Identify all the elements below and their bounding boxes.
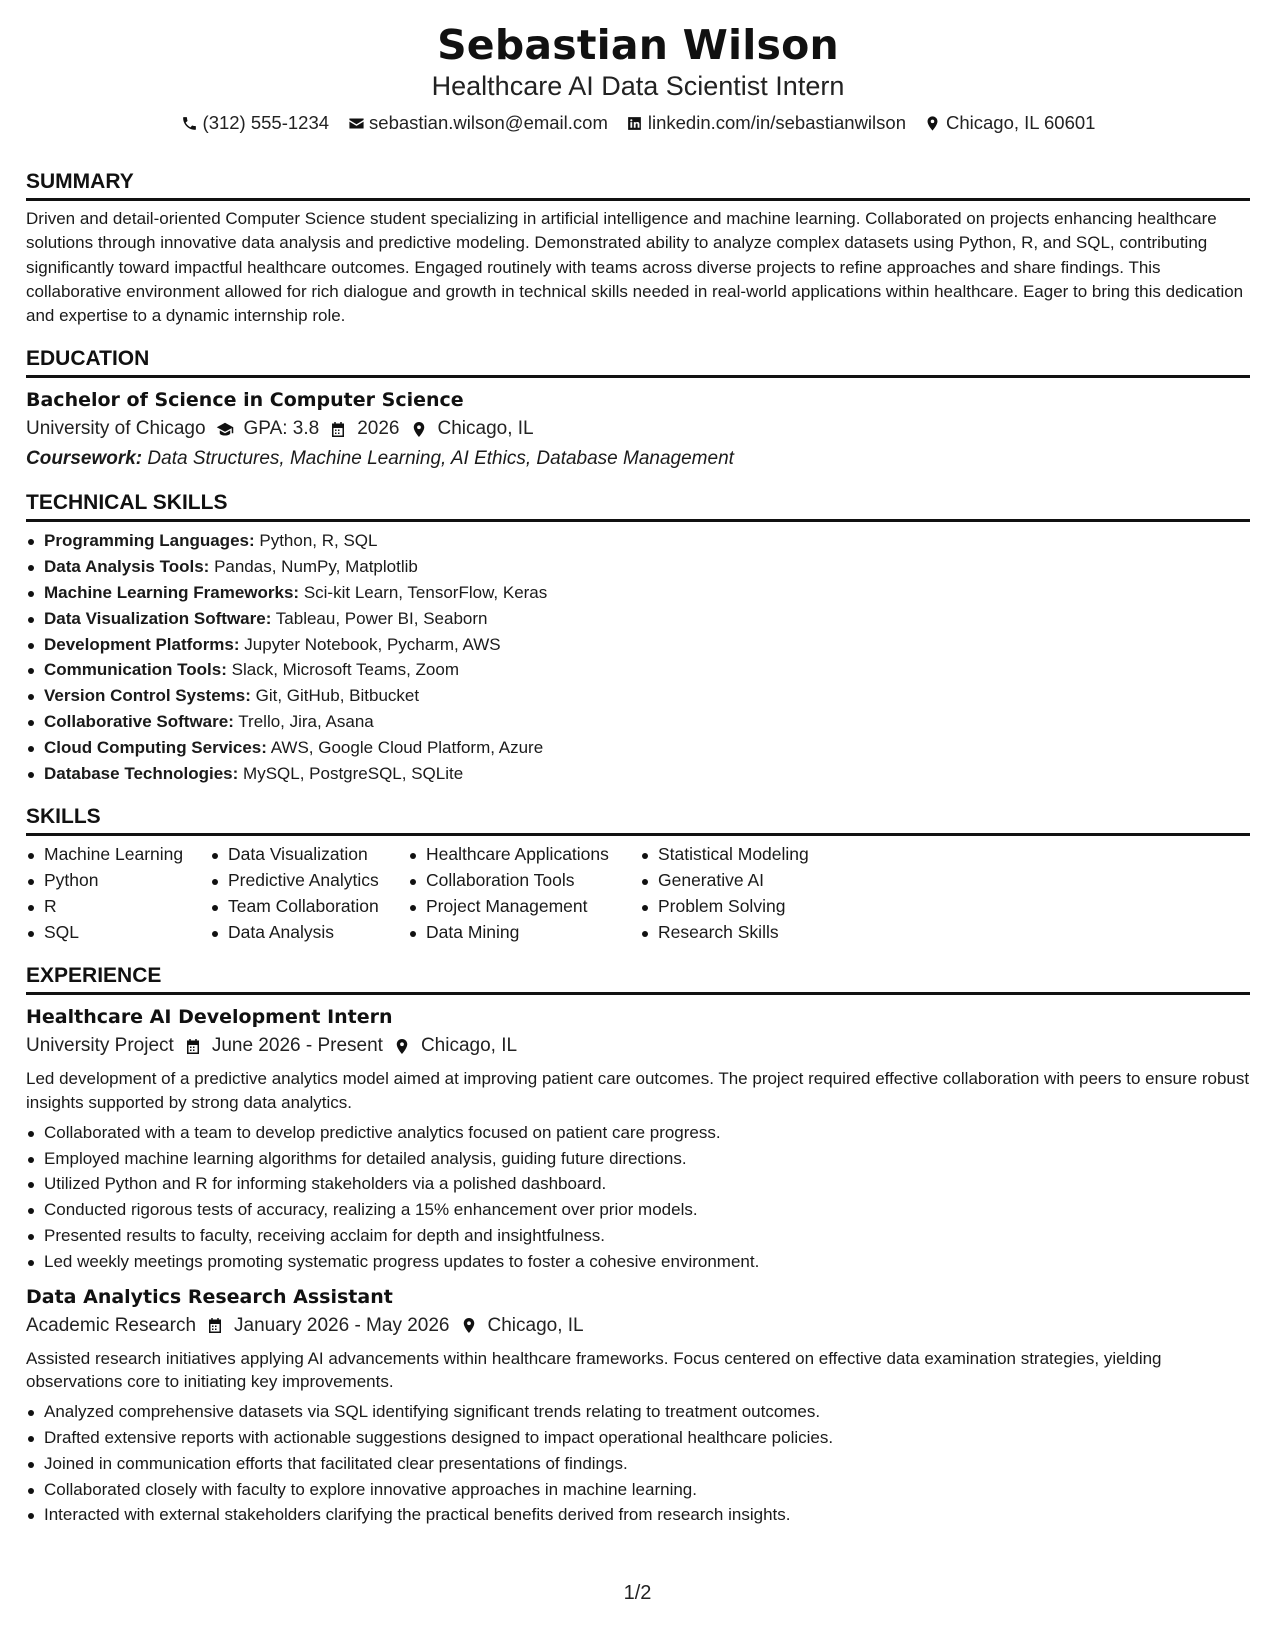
degree-title: Bachelor of Science in Computer Science (26, 389, 464, 412)
resume-page (26, 20, 1250, 1528)
skill-values: Git, GitHub, Bitbucket (255, 686, 420, 706)
list-item: Machine Learning (26, 842, 210, 868)
skill-category: Machine Learning Frameworks: (44, 583, 300, 603)
coursework-line (26, 446, 1250, 472)
skill-values: Jupyter Notebook, Pycharm, AWS (244, 634, 501, 654)
job-bullets (26, 1120, 1250, 1275)
list-item: Data Mining (408, 920, 640, 946)
calendar-icon (329, 420, 347, 438)
candidate-name: Sebastian Wilson (437, 21, 839, 69)
list-item (26, 761, 1250, 787)
education-meta (26, 416, 1250, 442)
list-item: Research Skills (640, 920, 860, 946)
skills-heading: SKILLS (26, 804, 1250, 836)
list-item: Python (26, 868, 210, 894)
contact-phone-text: (312) 555-1234 (202, 112, 330, 133)
list-item: Collaborated with a team to develop predictive analytics focused on patient care progress. (26, 1120, 1250, 1146)
gpa-text: GPA: 3.8 (243, 418, 320, 440)
list-item: Predictive Analytics (210, 868, 408, 894)
summary-heading: SUMMARY (26, 169, 1250, 201)
education-heading: EDUCATION (26, 346, 1250, 378)
summary-text: Driven and detail-oriented Computer Science student specializing in artificial intelligence and machine learning. Collaborated on projects enhancing healthcare solutions through innovative data analysis and predictive modeling. Demonstrated ability to analyze complex datasets using Python, R, and SQL, contributing significantly toward impactful healthcare outcomes. Engaged routinely with teams across diverse projects to refine approaches and share findings. This collaborative environment allowed for rich dialogue and growth in technical skills needed in real-world applications within healthcare. Eager to bring this dedication and expertise to a dynamic internship role. (26, 209, 1244, 326)
contact-location (924, 111, 1095, 135)
skill-values: Trello, Jira, Asana (238, 712, 374, 732)
skill-values: Tableau, Power BI, Seaborn (275, 608, 488, 628)
calendar-icon (206, 1317, 224, 1335)
skills-column (640, 842, 860, 945)
skill-category: Cloud Computing Services: (44, 737, 267, 757)
skill-values: Pandas, NumPy, Matplotlib (214, 557, 418, 577)
list-item: R (26, 894, 210, 920)
contact-location-text: Chicago, IL 60601 (945, 112, 1096, 133)
skill-category: Collaborative Software: (44, 712, 234, 732)
job-title: Healthcare AI Development Intern (26, 1006, 393, 1029)
list-item: Data Analysis (210, 920, 408, 946)
list-item: Collaborated closely with faculty to explore innovative approaches in machine learning. (26, 1477, 1250, 1503)
job-title: Data Analytics Research Assistant (26, 1285, 393, 1308)
list-item: Employed machine learning algorithms for detailed analysis, guiding future directions. (26, 1146, 1250, 1172)
skill-values: Python, R, SQL (259, 531, 378, 551)
list-item (26, 528, 1250, 554)
envelope-icon (347, 114, 365, 132)
list-item (26, 709, 1250, 735)
job-location: Chicago, IL (487, 1314, 584, 1336)
job-description: Assisted research initiatives applying AI advancements within healthcare frameworks. Focus centered on effective data examination strategies, yielding observations core to initiating key improvements. (26, 1348, 1162, 1391)
list-item: Data Visualization (210, 842, 408, 868)
skill-category: Communication Tools: (44, 660, 227, 680)
contact-phone (181, 111, 330, 135)
skills-grid (26, 842, 1250, 945)
coursework-text: Data Structures, Machine Learning, AI Ethics, Database Management (147, 448, 734, 470)
list-item (26, 580, 1250, 606)
job-org: Academic Research (26, 1314, 197, 1336)
graduation-cap-icon (216, 420, 234, 438)
coursework-label: Coursework: (26, 448, 143, 470)
job-dates: June 2026 - Present (211, 1035, 383, 1057)
list-item: Collaboration Tools (408, 868, 640, 894)
contact-linkedin[interactable] (626, 111, 906, 135)
graduation-year: 2026 (357, 418, 400, 440)
list-item: Conducted rigorous tests of accuracy, realizing a 15% enhancement over prior models. (26, 1197, 1250, 1223)
map-pin-icon (924, 114, 942, 132)
list-item: Led weekly meetings promoting systematic progress updates to foster a cohesive environment. (26, 1249, 1250, 1275)
list-item: Analyzed comprehensive datasets via SQL identifying significant trends relating to treatment outcomes. (26, 1399, 1250, 1425)
skill-category: Database Technologies: (44, 763, 239, 783)
list-item: Generative AI (640, 868, 860, 894)
list-item: SQL (26, 920, 210, 946)
page-number: 1/2 (623, 1582, 652, 1604)
list-item: Joined in communication efforts that facilitated clear presentations of findings. (26, 1451, 1250, 1477)
job-org: University Project (26, 1035, 174, 1057)
candidate-title: Healthcare AI Data Scientist Intern (431, 71, 845, 101)
skill-values: Sci-kit Learn, TensorFlow, Keras (303, 583, 548, 603)
map-pin-icon (410, 420, 428, 438)
list-item (26, 735, 1250, 761)
job-dates: January 2026 - May 2026 (234, 1314, 450, 1336)
skill-category: Data Visualization Software: (44, 608, 272, 628)
contact-email-text[interactable]: sebastian.wilson@email.com (369, 112, 608, 133)
job-description: Led development of a predictive analytics model aimed at improving patient care outcomes. The project required effective collaboration with peers to ensure robust insights supported by strong data analytics. (26, 1069, 1250, 1112)
list-item: Team Collaboration (210, 894, 408, 920)
school-name: University of Chicago (26, 418, 206, 440)
calendar-icon (184, 1037, 202, 1055)
skill-values: Slack, Microsoft Teams, Zoom (231, 660, 459, 680)
skills-column (210, 842, 408, 945)
resume-header (26, 20, 1250, 135)
skills-column (408, 842, 640, 945)
list-item (26, 632, 1250, 658)
list-item (26, 606, 1250, 632)
skills-column (26, 842, 210, 945)
map-pin-icon (393, 1037, 411, 1055)
list-item: Utilized Python and R for informing stakeholders via a polished dashboard. (26, 1171, 1250, 1197)
list-item: Interacted with external stakeholders clarifying the practical benefits derived from research insights. (26, 1502, 1250, 1528)
contact-email[interactable] (347, 111, 608, 135)
list-item: Project Management (408, 894, 640, 920)
list-item (26, 657, 1250, 683)
school-location: Chicago, IL (437, 418, 534, 440)
contact-row (26, 111, 1250, 135)
job-meta (26, 1033, 1250, 1059)
job-meta (26, 1313, 1250, 1339)
skill-category: Version Control Systems: (44, 686, 251, 706)
list-item: Problem Solving (640, 894, 860, 920)
list-item: Presented results to faculty, receiving acclaim for depth and insightfulness. (26, 1223, 1250, 1249)
list-item (26, 554, 1250, 580)
map-pin-icon (460, 1317, 478, 1335)
contact-linkedin-text[interactable]: linkedin.com/in/sebastianwilson (647, 112, 906, 133)
skill-values: MySQL, PostgreSQL, SQLite (243, 763, 464, 783)
job-location: Chicago, IL (420, 1035, 518, 1057)
list-item: Drafted extensive reports with actionable suggestions designed to impact operational healthcare policies. (26, 1425, 1250, 1451)
experience-heading: EXPERIENCE (26, 963, 1250, 995)
technical-skills-list (26, 528, 1250, 786)
skill-category: Programming Languages: (44, 531, 255, 551)
job-bullets (26, 1399, 1250, 1528)
phone-icon (181, 114, 199, 132)
skill-category: Development Platforms: (44, 634, 240, 654)
list-item (26, 683, 1250, 709)
skill-values: AWS, Google Cloud Platform, Azure (270, 737, 544, 757)
skill-category: Data Analysis Tools: (44, 557, 210, 577)
list-item: Statistical Modeling (640, 842, 860, 868)
linkedin-icon (626, 114, 644, 132)
list-item: Healthcare Applications (408, 842, 640, 868)
technical-skills-heading: TECHNICAL SKILLS (26, 490, 1250, 522)
